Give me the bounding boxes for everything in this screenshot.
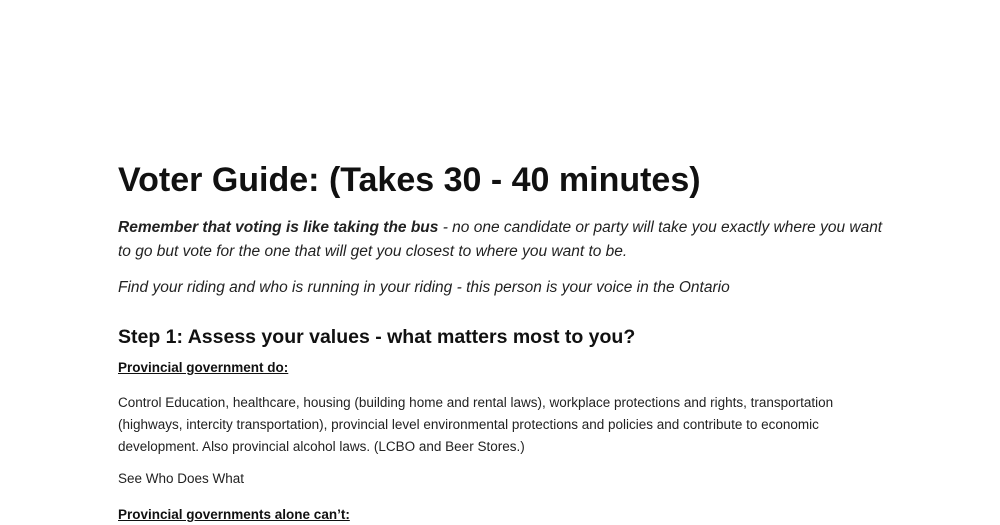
provincial-cant-heading: Provincial governments alone can’t: xyxy=(118,507,350,522)
provincial-do-heading: Provincial government do: xyxy=(118,360,289,375)
find-riding-text: Find your riding and who is running in your riding - this person is your voice in the Ontario xyxy=(118,279,730,296)
see-who-does-what-text: See Who Does What xyxy=(118,471,245,486)
intro-paragraph xyxy=(118,216,893,264)
intro-bold-text: Remember that voting is like taking the bus xyxy=(118,219,439,236)
step1-heading: Step 1: Assess your values - what matters most to you? xyxy=(118,326,636,348)
provincial-do-text: Control Education, healthcare, housing (building home and rental laws), workplace protections and rights, transportation (highways, intercity transportation), provincial level environmental protections and policies and contribute to economic development. Also provincial alcohol laws. (LCBO and Beer Stores.) xyxy=(118,395,834,454)
document-title: Voter Guide: (Takes 30 - 40 minutes) xyxy=(118,161,701,199)
intro-rest-text: - no one candidate or party will take you exactly where you want to go but vote for the one that will get you closest to where you want to be. xyxy=(118,219,883,260)
